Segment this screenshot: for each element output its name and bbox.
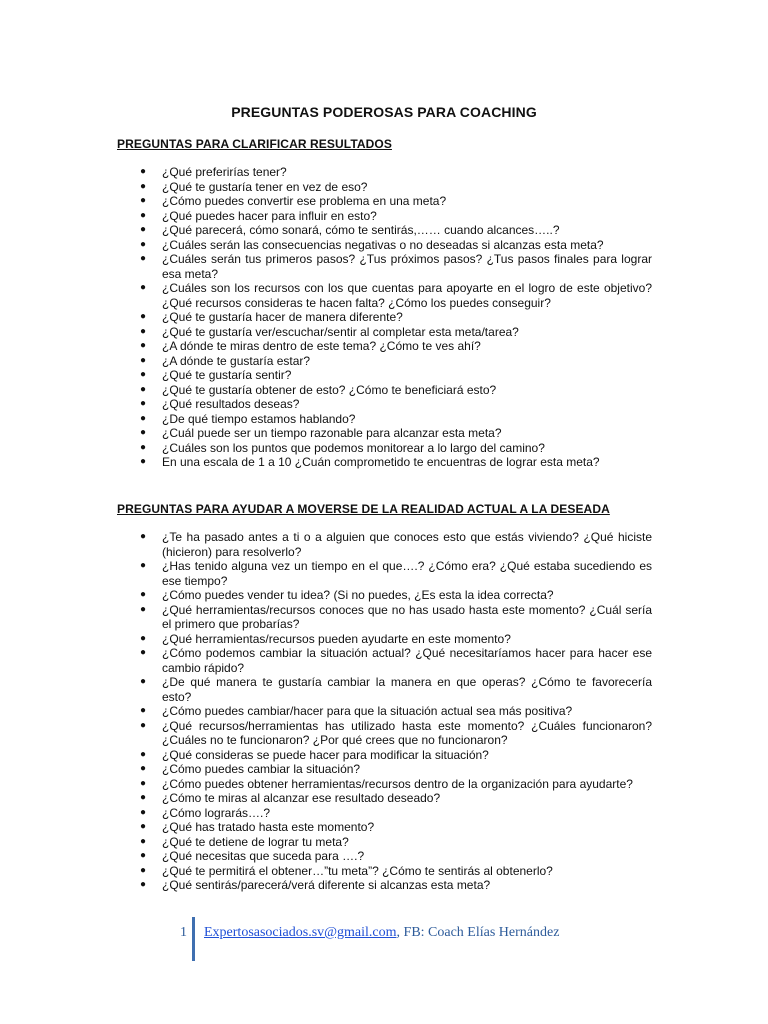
question-text: ¿De qué tiempo estamos hablando?	[162, 411, 356, 426]
bullet-icon: ●	[140, 180, 147, 192]
question-item	[138, 194, 652, 209]
question-text: ¿Cuáles son los puntos que podemos monitorear a lo largo del camino?	[162, 440, 545, 455]
question-item	[138, 748, 652, 763]
question-text: ¿Cómo puedes convertir ese problema en una meta?	[162, 194, 447, 208]
question-item	[138, 777, 652, 792]
bullet-icon: ●	[140, 560, 147, 571]
bullet-icon: ●	[140, 340, 147, 351]
question-text: ¿Qué herramientas/recursos conoces que no has usado hasta este momento? ¿Cuál sería el primero que probarías?	[162, 602, 652, 631]
bullet-icon: ●	[140, 456, 147, 467]
question-item	[138, 632, 652, 647]
question-item	[138, 165, 652, 180]
question-text: ¿Qué has tratado hasta este momento?	[162, 820, 375, 834]
question-item	[138, 878, 652, 893]
question-text: ¿Qué te gustaría tener en vez de eso?	[162, 179, 368, 194]
question-item	[138, 455, 652, 470]
question-item	[138, 791, 652, 806]
question-item	[138, 354, 652, 369]
footer-contact	[204, 925, 559, 941]
bullet-icon: ●	[140, 821, 147, 832]
question-item	[138, 588, 652, 603]
question-text: ¿Qué te gustaría ver/escuchar/sentir al completar esta meta/tarea?	[162, 324, 519, 339]
bullet-icon: ●	[140, 719, 147, 731]
question-text: ¿Qué sentirás/parecerá/verá diferente si alcanzas esta meta?	[162, 878, 491, 892]
question-item	[138, 559, 652, 588]
question-item	[138, 675, 652, 704]
question-text: ¿Te ha pasado antes a ti o a alguien que conoces esto que estás viviendo? ¿Qué hiciste (hicieron) para resolverlo?	[162, 530, 652, 559]
question-item	[138, 530, 652, 559]
question-item	[138, 704, 652, 719]
question-item	[138, 835, 652, 850]
question-text: ¿Qué recursos/herramientas has utilizado hasta este momento? ¿Cuáles funcionaron? ¿Cuáles no te funcionaron? ¿Por qué crees que no funcionaron?	[162, 718, 652, 747]
question-text: En una escala de 1 a 10 ¿Cuán comprometido te encuentras de lograr esta meta?	[162, 455, 600, 469]
question-text: ¿Qué preferirías tener?	[162, 165, 287, 179]
question-text: ¿Cuál puede ser un tiempo razonable para alcanzar esta meta?	[162, 426, 502, 440]
bullet-icon: ●	[140, 748, 147, 760]
question-item	[138, 426, 652, 441]
question-item	[138, 180, 652, 195]
bullet-icon: ●	[140, 531, 147, 542]
question-text: ¿Cómo lograrás….?	[162, 805, 271, 820]
bullet-icon: ●	[140, 879, 147, 890]
page-number: 1	[180, 925, 187, 940]
question-text: ¿Cómo puedes obtener herramientas/recursos dentro de la organización para ayudarte?	[162, 776, 633, 791]
question-text: ¿Cuáles serán tus primeros pasos? ¿Tus próximos pasos? ¿Tus pasos finales para lograr esa meta?	[162, 252, 652, 281]
question-text: ¿Qué te gustaría hacer de manera diferente?	[162, 310, 403, 324]
question-item	[138, 325, 652, 340]
bullet-icon: ●	[140, 441, 147, 453]
question-item	[138, 238, 652, 253]
question-text: ¿Qué resultados deseas?	[162, 397, 300, 411]
question-text: ¿Qué te gustaría obtener de esto? ¿Cómo te beneficiará esto?	[162, 382, 497, 397]
question-item	[138, 412, 652, 427]
question-text: ¿Qué herramientas/recursos pueden ayudarte en este momento?	[162, 631, 511, 646]
question-item	[138, 368, 652, 383]
bullet-icon: ●	[140, 325, 147, 337]
bullet-icon: ●	[140, 763, 147, 774]
question-item	[138, 310, 652, 325]
bullet-icon: ●	[140, 166, 147, 177]
bullet-icon: ●	[140, 354, 147, 366]
bullet-icon: ●	[140, 195, 147, 206]
bullet-icon: ●	[140, 835, 147, 847]
bullet-icon: ●	[140, 589, 147, 600]
bullet-icon: ●	[140, 806, 147, 818]
bullet-icon: ●	[140, 238, 147, 250]
question-item	[138, 820, 652, 835]
bullet-icon: ●	[140, 676, 147, 687]
bullet-icon: ●	[140, 209, 147, 221]
bullet-icon: ●	[140, 282, 147, 293]
question-text: ¿Cómo puedes cambiar/hacer para que la situación actual sea más positiva?	[162, 704, 573, 718]
question-text: ¿Cuáles serán las consecuencias negativas o no deseadas si alcanzas esta meta?	[162, 237, 604, 252]
question-text: ¿Cómo puedes cambiar la situación?	[162, 762, 361, 776]
bullet-icon: ●	[140, 311, 147, 322]
question-item	[138, 864, 652, 879]
bullet-icon: ●	[140, 850, 147, 861]
bullet-icon: ●	[140, 398, 147, 409]
section-heading-clarificar: PREGUNTAS PARA CLARIFICAR RESULTADOS	[117, 137, 392, 151]
bullet-icon: ●	[140, 777, 147, 789]
question-text: ¿Qué te detiene de lograr tu meta?	[162, 834, 349, 849]
social-text: , FB: Coach Elías Hernández	[396, 925, 560, 940]
question-item	[138, 209, 652, 224]
question-item	[138, 383, 652, 398]
bullet-icon: ●	[140, 412, 147, 424]
question-text: ¿A dónde te gustaría estar?	[162, 353, 311, 368]
question-item	[138, 441, 652, 456]
question-item	[138, 646, 652, 675]
bullet-icon: ●	[140, 864, 147, 876]
bullet-icon: ●	[140, 647, 147, 658]
section-heading-moverse: PREGUNTAS PARA AYUDAR A MOVERSE DE LA REALIDAD ACTUAL A LA DESEADA	[117, 502, 610, 516]
question-text: ¿Qué puedes hacer para influir en esto?	[162, 208, 377, 223]
bullet-icon: ●	[140, 383, 147, 395]
question-item	[138, 849, 652, 864]
question-item	[138, 339, 652, 354]
question-text: ¿Cómo te miras al alcanzar ese resultado deseado?	[162, 791, 441, 805]
question-text: ¿Qué te gustaría sentir?	[162, 368, 292, 382]
footer-divider	[192, 917, 195, 961]
question-text: ¿A dónde te miras dentro de este tema? ¿Cómo te ves ahí?	[162, 339, 481, 353]
bullet-icon: ●	[140, 632, 147, 644]
question-item	[138, 252, 652, 281]
question-item	[138, 223, 652, 238]
bullet-icon: ●	[140, 253, 147, 264]
question-item	[138, 603, 652, 632]
question-text: ¿Qué necesitas que suceda para ….?	[162, 849, 365, 863]
bullet-icon: ●	[140, 705, 147, 716]
bullet-icon: ●	[140, 224, 147, 235]
question-text: ¿Qué parecerá, cómo sonará, cómo te sentirás,…… cuando alcances…..?	[162, 223, 560, 237]
question-item	[138, 762, 652, 777]
question-text: ¿Cuáles son los recursos con los que cuentas para apoyarte en el logro de este objetivo? ¿Qué recursos consideras te hacen falta? ¿Cómo los puedes conseguir?	[162, 281, 652, 310]
document-title: PREGUNTAS PODEROSAS PARA COACHING	[231, 104, 537, 120]
bullet-icon: ●	[140, 603, 147, 615]
question-item	[138, 281, 652, 310]
bullet-icon: ●	[140, 792, 147, 803]
question-text: ¿De qué manera te gustaría cambiar la manera en que operas? ¿Cómo te favorecería esto?	[162, 675, 652, 704]
bullet-icon: ●	[140, 369, 147, 380]
question-list-clarificar	[138, 165, 652, 470]
question-item	[138, 806, 652, 821]
question-text: ¿Cómo puedes vender tu idea? (Si no puedes, ¿Es esta la idea correcta?	[162, 588, 554, 602]
question-text: ¿Has tenido alguna vez un tiempo en el que….? ¿Cómo era? ¿Qué estaba sucediendo es ese tiempo?	[162, 559, 652, 588]
bullet-icon: ●	[140, 427, 147, 438]
question-text: ¿Qué consideras se puede hacer para modificar la situación?	[162, 747, 489, 762]
email-link[interactable]: Expertosasociados.sv@gmail.com	[204, 925, 397, 940]
question-list-moverse	[138, 530, 652, 893]
question-text: ¿Qué te permitirá el obtener…”tu meta”? ¿Cómo te sentirás al obtenerlo?	[162, 863, 553, 878]
question-item	[138, 397, 652, 412]
question-text: ¿Cómo podemos cambiar la situación actual? ¿Qué necesitaríamos hacer para hacer ese cambio rápido?	[162, 646, 652, 675]
question-item	[138, 719, 652, 748]
